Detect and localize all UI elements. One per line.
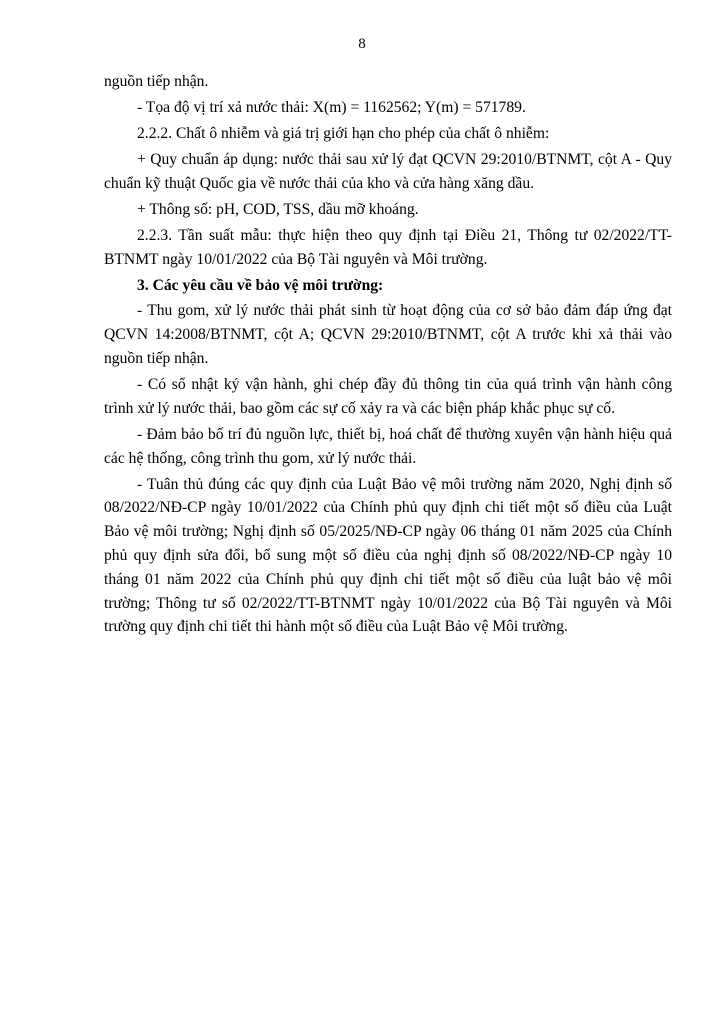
paragraph-section-2-2-2: 2.2.2. Chất ô nhiễm và giá trị giới hạn cho phép của chất ô nhiễm: (137, 124, 550, 142)
paragraph-continuation: nguồn tiếp nhận. (104, 73, 209, 90)
paragraph-parameters: + Thông số: pH, COD, TSS, dầu mỡ khoáng. (137, 200, 419, 218)
section-heading-3: 3. Các yêu cầu về bảo vệ môi trường: (137, 276, 384, 294)
paragraph-operation-log: - Có sổ nhật ký vận hành, ghi chép đầy đủ thông tin của quá trình vận hành công trình xử lý nước thải, bao gồm các sự cố xảy ra và các biện pháp khắc phục sự cố. (104, 376, 672, 417)
document-body (104, 70, 672, 641)
paragraph-collection-treatment: - Thu gom, xử lý nước thải phát sinh từ hoạt động của cơ sở bảo đảm đáp ứng đạt QCVN 14:2008/BTNMT, cột A; QCVN 29:2010/BTNMT, cột A trước khi xả thải vào nguồn tiếp nhận. (104, 302, 672, 368)
paragraph-applicable-standard: + Quy chuẩn áp dụng: nước thải sau xử lý đạt QCVN 29:2010/BTNMT, cột A - Quy chuẩn kỹ thuật Quốc gia về nước thải của kho và cửa hàng xăng dầu. (104, 150, 672, 192)
paragraph-compliance: - Tuân thủ đúng các quy định của Luật Bảo vệ môi trường năm 2020, Nghị định số 08/2022/NĐ-CP ngày 10/01/2022 của Chính phủ quy định chi tiết một số điều của Luật Bảo vệ môi trường; Nghị định số 05/2025/NĐ-CP ngày 06 tháng 01 năm 2025 của Chính phủ quy định sửa đổi, bổ sung một số điều của nghị định số 08/2022/NĐ-CP ngày 10 tháng 01 năm 2022 của Chính phủ quy định chi tiết một số điều của luật bảo vệ môi trường; Thông tư số 02/2022/TT-BTNMT ngày 10/01/2022 của Bộ Tài nguyên và Môi trường quy định chi tiết thi hành một số điều của Luật Bảo vệ Môi trường. (104, 475, 672, 636)
paragraph-resources: - Đảm bảo bố trí đủ nguồn lực, thiết bị, hoá chất để thường xuyên vận hành hiệu quả các hệ thống, công trình thu gom, xử lý nước thải. (104, 425, 672, 467)
paragraph-discharge-coordinates: - Tọa độ vị trí xả nước thải: X(m) = 1162562; Y(m) = 571789. (137, 98, 526, 116)
paragraph-section-2-2-3: 2.2.3. Tần suất mẫu: thực hiện theo quy định tại Điều 21, Thông tư 02/2022/TT-BTNMT ngày 10/01/2022 của Bộ Tài nguyên và Môi trường. (104, 226, 672, 268)
page-number: 8 (358, 36, 366, 52)
